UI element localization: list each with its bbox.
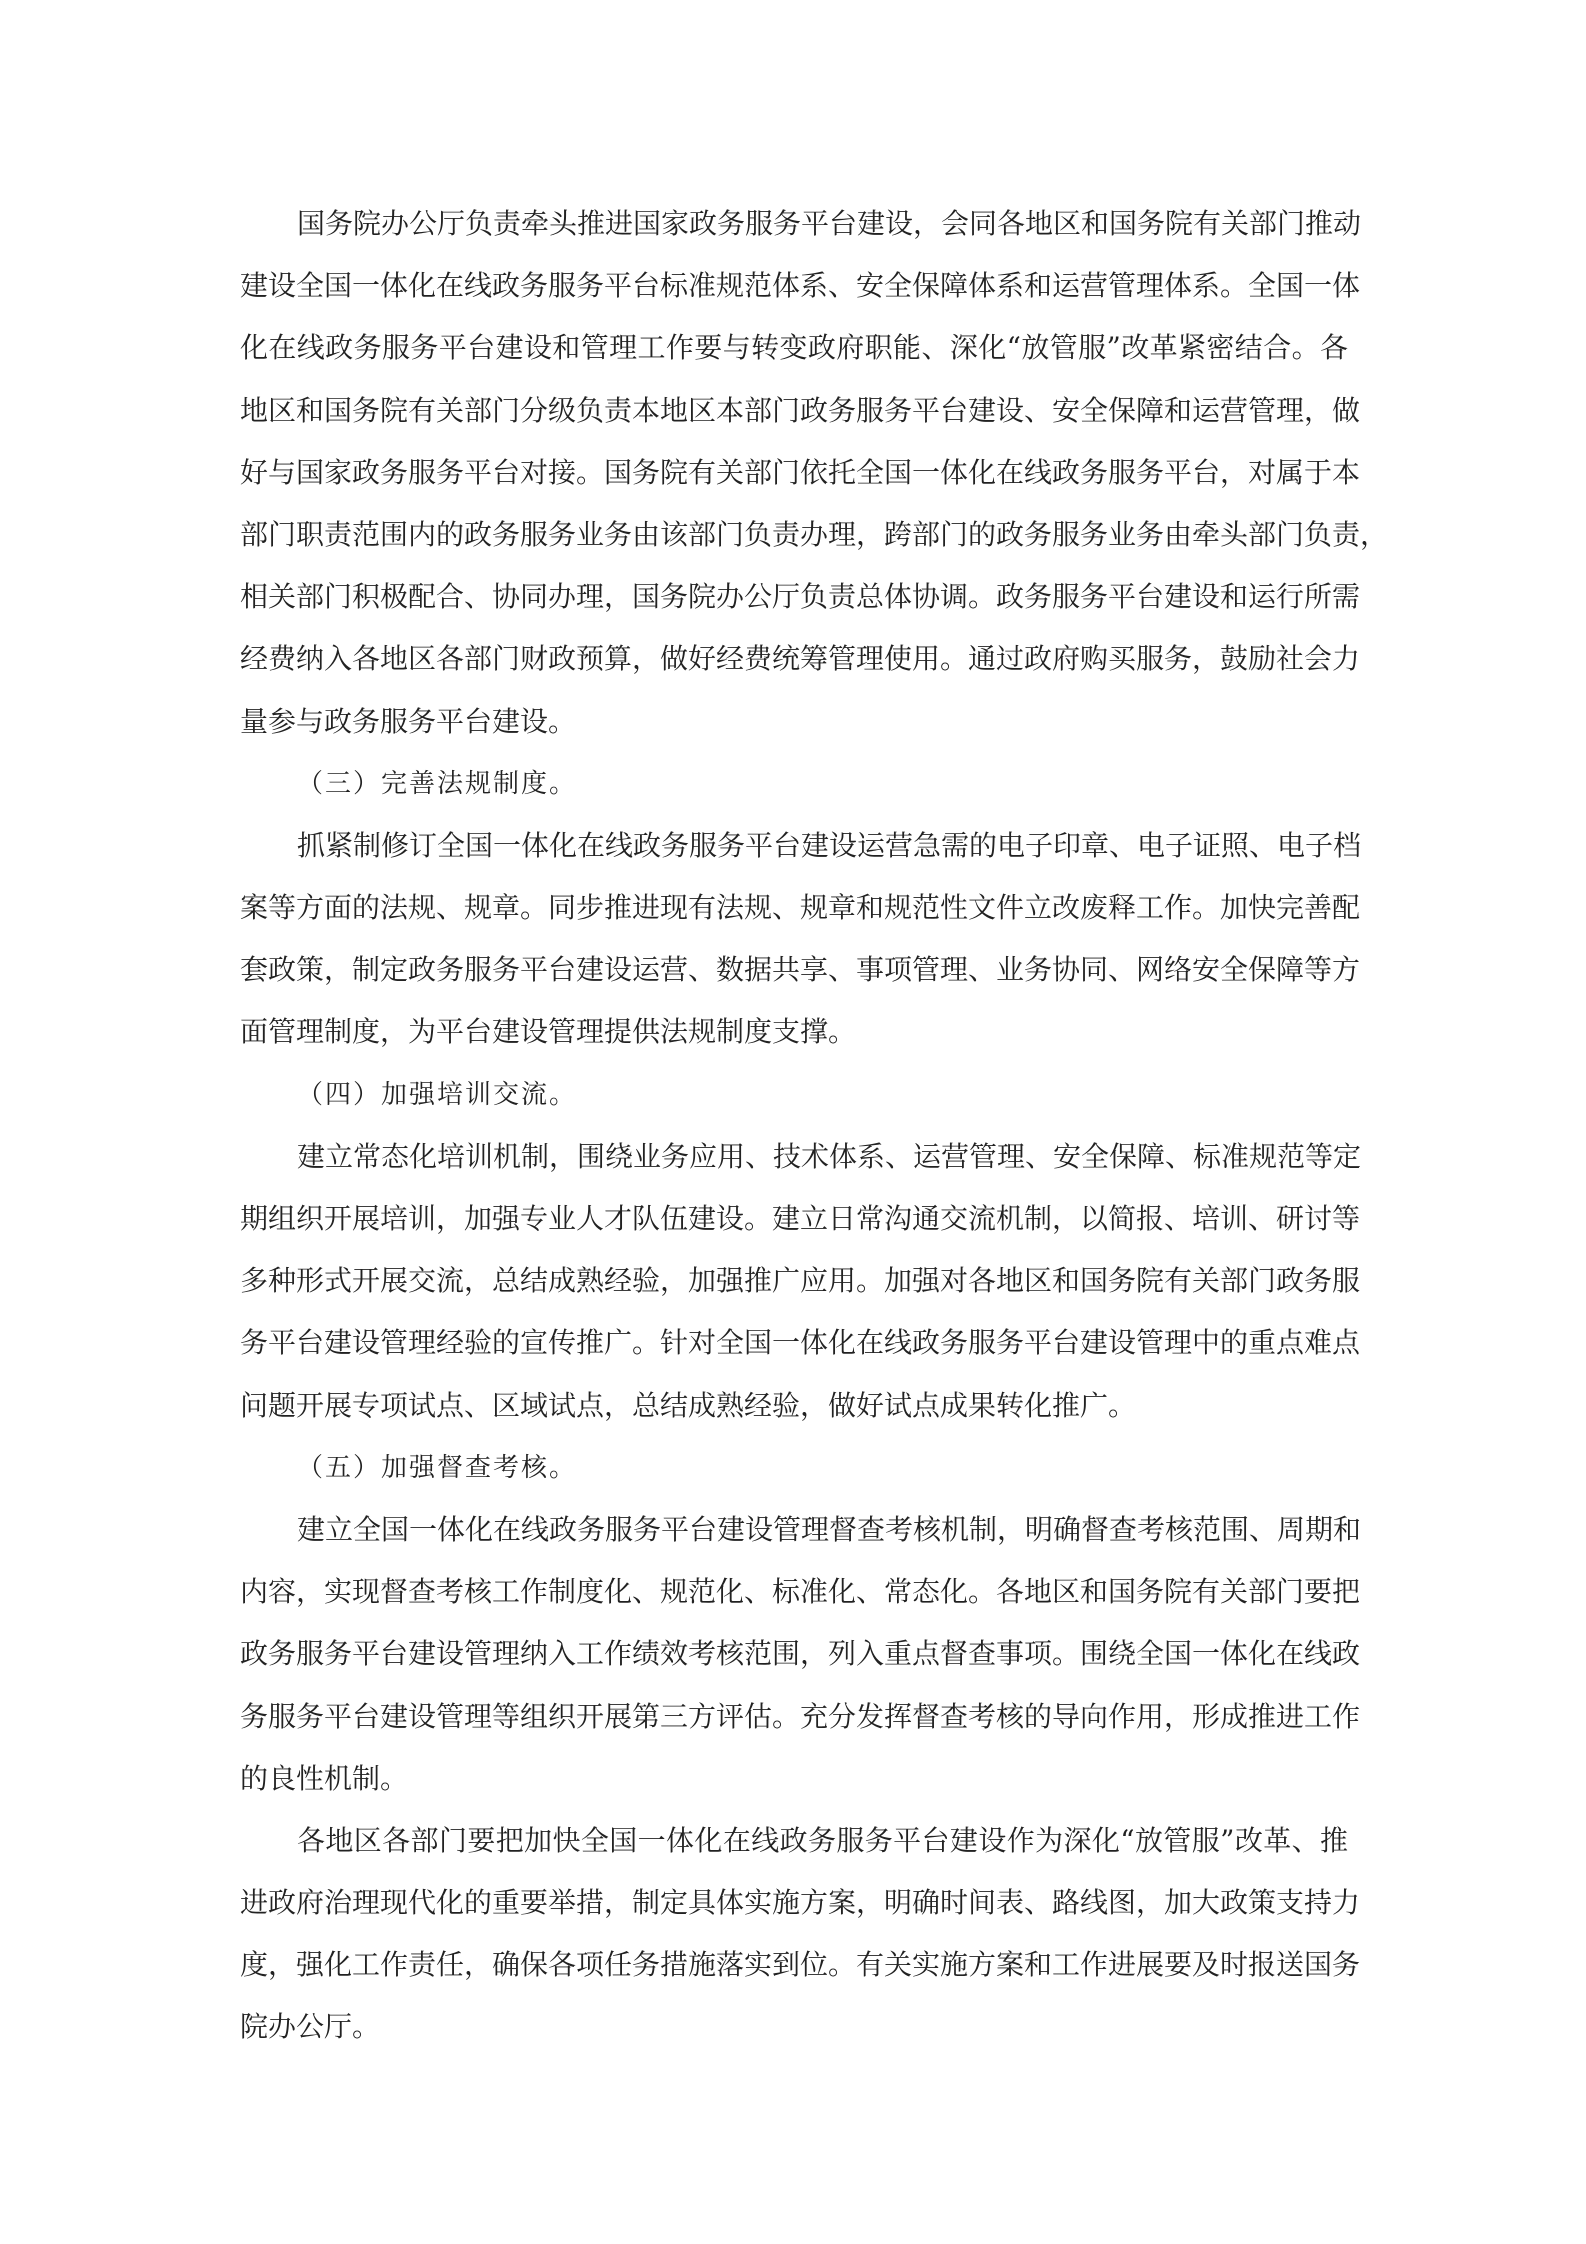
paragraph-line: 抓紧制修订全国一体化在线政务服务平台建设运营急需的电子印章、电子证照、电子档 — [297, 828, 1362, 862]
paragraph — [240, 1810, 1361, 2059]
paragraph-line: 的良性机制。 — [240, 1761, 409, 1795]
paragraph-line: 内容，实现督查考核工作制度化、规范化、标准化、常态化。各地区和国务院有关部门要把 — [240, 1575, 1361, 1609]
paragraph-line: 部门职责范围内的政务服务业务由该部门负责办理，跨部门的政务服务业务由牵头部门负责， — [240, 517, 1389, 551]
paragraph-line: 经费纳入各地区各部门财政预算，做好经费统筹管理使用。通过政府购买服务，鼓励社会力 — [240, 642, 1361, 676]
paragraph-line: 建立常态化培训机制，围绕业务应用、技术体系、运营管理、安全保障、标准规范等定 — [297, 1139, 1362, 1173]
paragraph-line: 地区和国务院有关部门分级负责本地区本部门政务服务平台建设、安全保障和运营管理，做 — [240, 393, 1361, 427]
paragraph-line: 套政策，制定政务服务平台建设运营、数据共享、事项管理、业务协同、网络安全保障等方 — [240, 953, 1361, 987]
paragraph-line: 好与国家政务服务平台对接。国务院有关部门依托全国一体化在线政务服务平台，对属于本 — [240, 455, 1361, 489]
section-heading: （三）完善法规制度。 — [297, 768, 578, 799]
document-body — [240, 193, 1389, 2059]
paragraph-line: 问题开展专项试点、区域试点，总结成熟经验，做好试点成果转化推广。 — [240, 1388, 1137, 1422]
paragraph-line: 案等方面的法规、规章。同步推进现有法规、规章和规范性文件立改废释工作。加快完善配 — [240, 891, 1361, 925]
paragraph — [240, 1499, 1362, 1810]
paragraph-line: 期组织开展培训，加强专业人才队伍建设。建立日常沟通交流机制，以简报、培训、研讨等 — [240, 1202, 1361, 1235]
paragraph-line: 国务院办公厅负责牵头推进国家政务服务平台建设，会同各地区和国务院有关部门推动 — [297, 207, 1362, 240]
paragraph — [240, 815, 1362, 1064]
paragraph-line: 进政府治理现代化的重要举措，制定具体实施方案，明确时间表、路线图，加大政策支持力 — [240, 1886, 1361, 1920]
paragraph-line: 建立全国一体化在线政务服务平台建设管理督查考核机制，明确督查考核范围、周期和 — [297, 1512, 1362, 1546]
paragraph-line: 务服务平台建设管理等组织开展第三方评估。充分发挥督查考核的导向作用，形成推进工作 — [240, 1699, 1361, 1733]
paragraph-line: 面管理制度，为平台建设管理提供法规制度支撑。 — [240, 1015, 857, 1049]
paragraph-line: 多种形式开展交流，总结成熟经验，加强推广应用。加强对各地区和国务院有关部门政务服 — [240, 1264, 1361, 1298]
paragraph-line: 度，强化工作责任，确保各项任务措施落实到位。有关实施方案和工作进展要及时报送国务 — [240, 1948, 1361, 1982]
paragraph — [240, 193, 1389, 753]
paragraph-line: 化在线政务服务平台建设和管理工作要与转变政府职能、深化“放管服”改革紧密结合。各 — [240, 331, 1348, 365]
paragraph-line: 相关部门积极配合、协同办理，国务院办公厅负责总体协调。政务服务平台建设和运行所需 — [240, 580, 1361, 614]
section-heading: （四）加强培训交流。 — [297, 1079, 578, 1110]
paragraph-line: 政务服务平台建设管理纳入工作绩效考核范围，列入重点督查事项。围绕全国一体化在线政 — [240, 1637, 1361, 1671]
section-heading: （五）加强督查考核。 — [297, 1452, 578, 1483]
paragraph-line: 院办公厅。 — [240, 2010, 381, 2044]
paragraph-line: 务平台建设管理经验的宣传推广。针对全国一体化在线政务服务平台建设管理中的重点难点 — [240, 1326, 1361, 1360]
paragraph-line: 各地区各部门要把加快全国一体化在线政务服务平台建设作为深化“放管服”改革、推 — [297, 1823, 1348, 1857]
paragraph-line: 建设全国一体化在线政务服务平台标准规范体系、安全保障体系和运营管理体系。全国一体 — [240, 269, 1361, 303]
paragraph-line: 量参与政务服务平台建设。 — [240, 704, 577, 738]
paragraph — [240, 1126, 1362, 1437]
